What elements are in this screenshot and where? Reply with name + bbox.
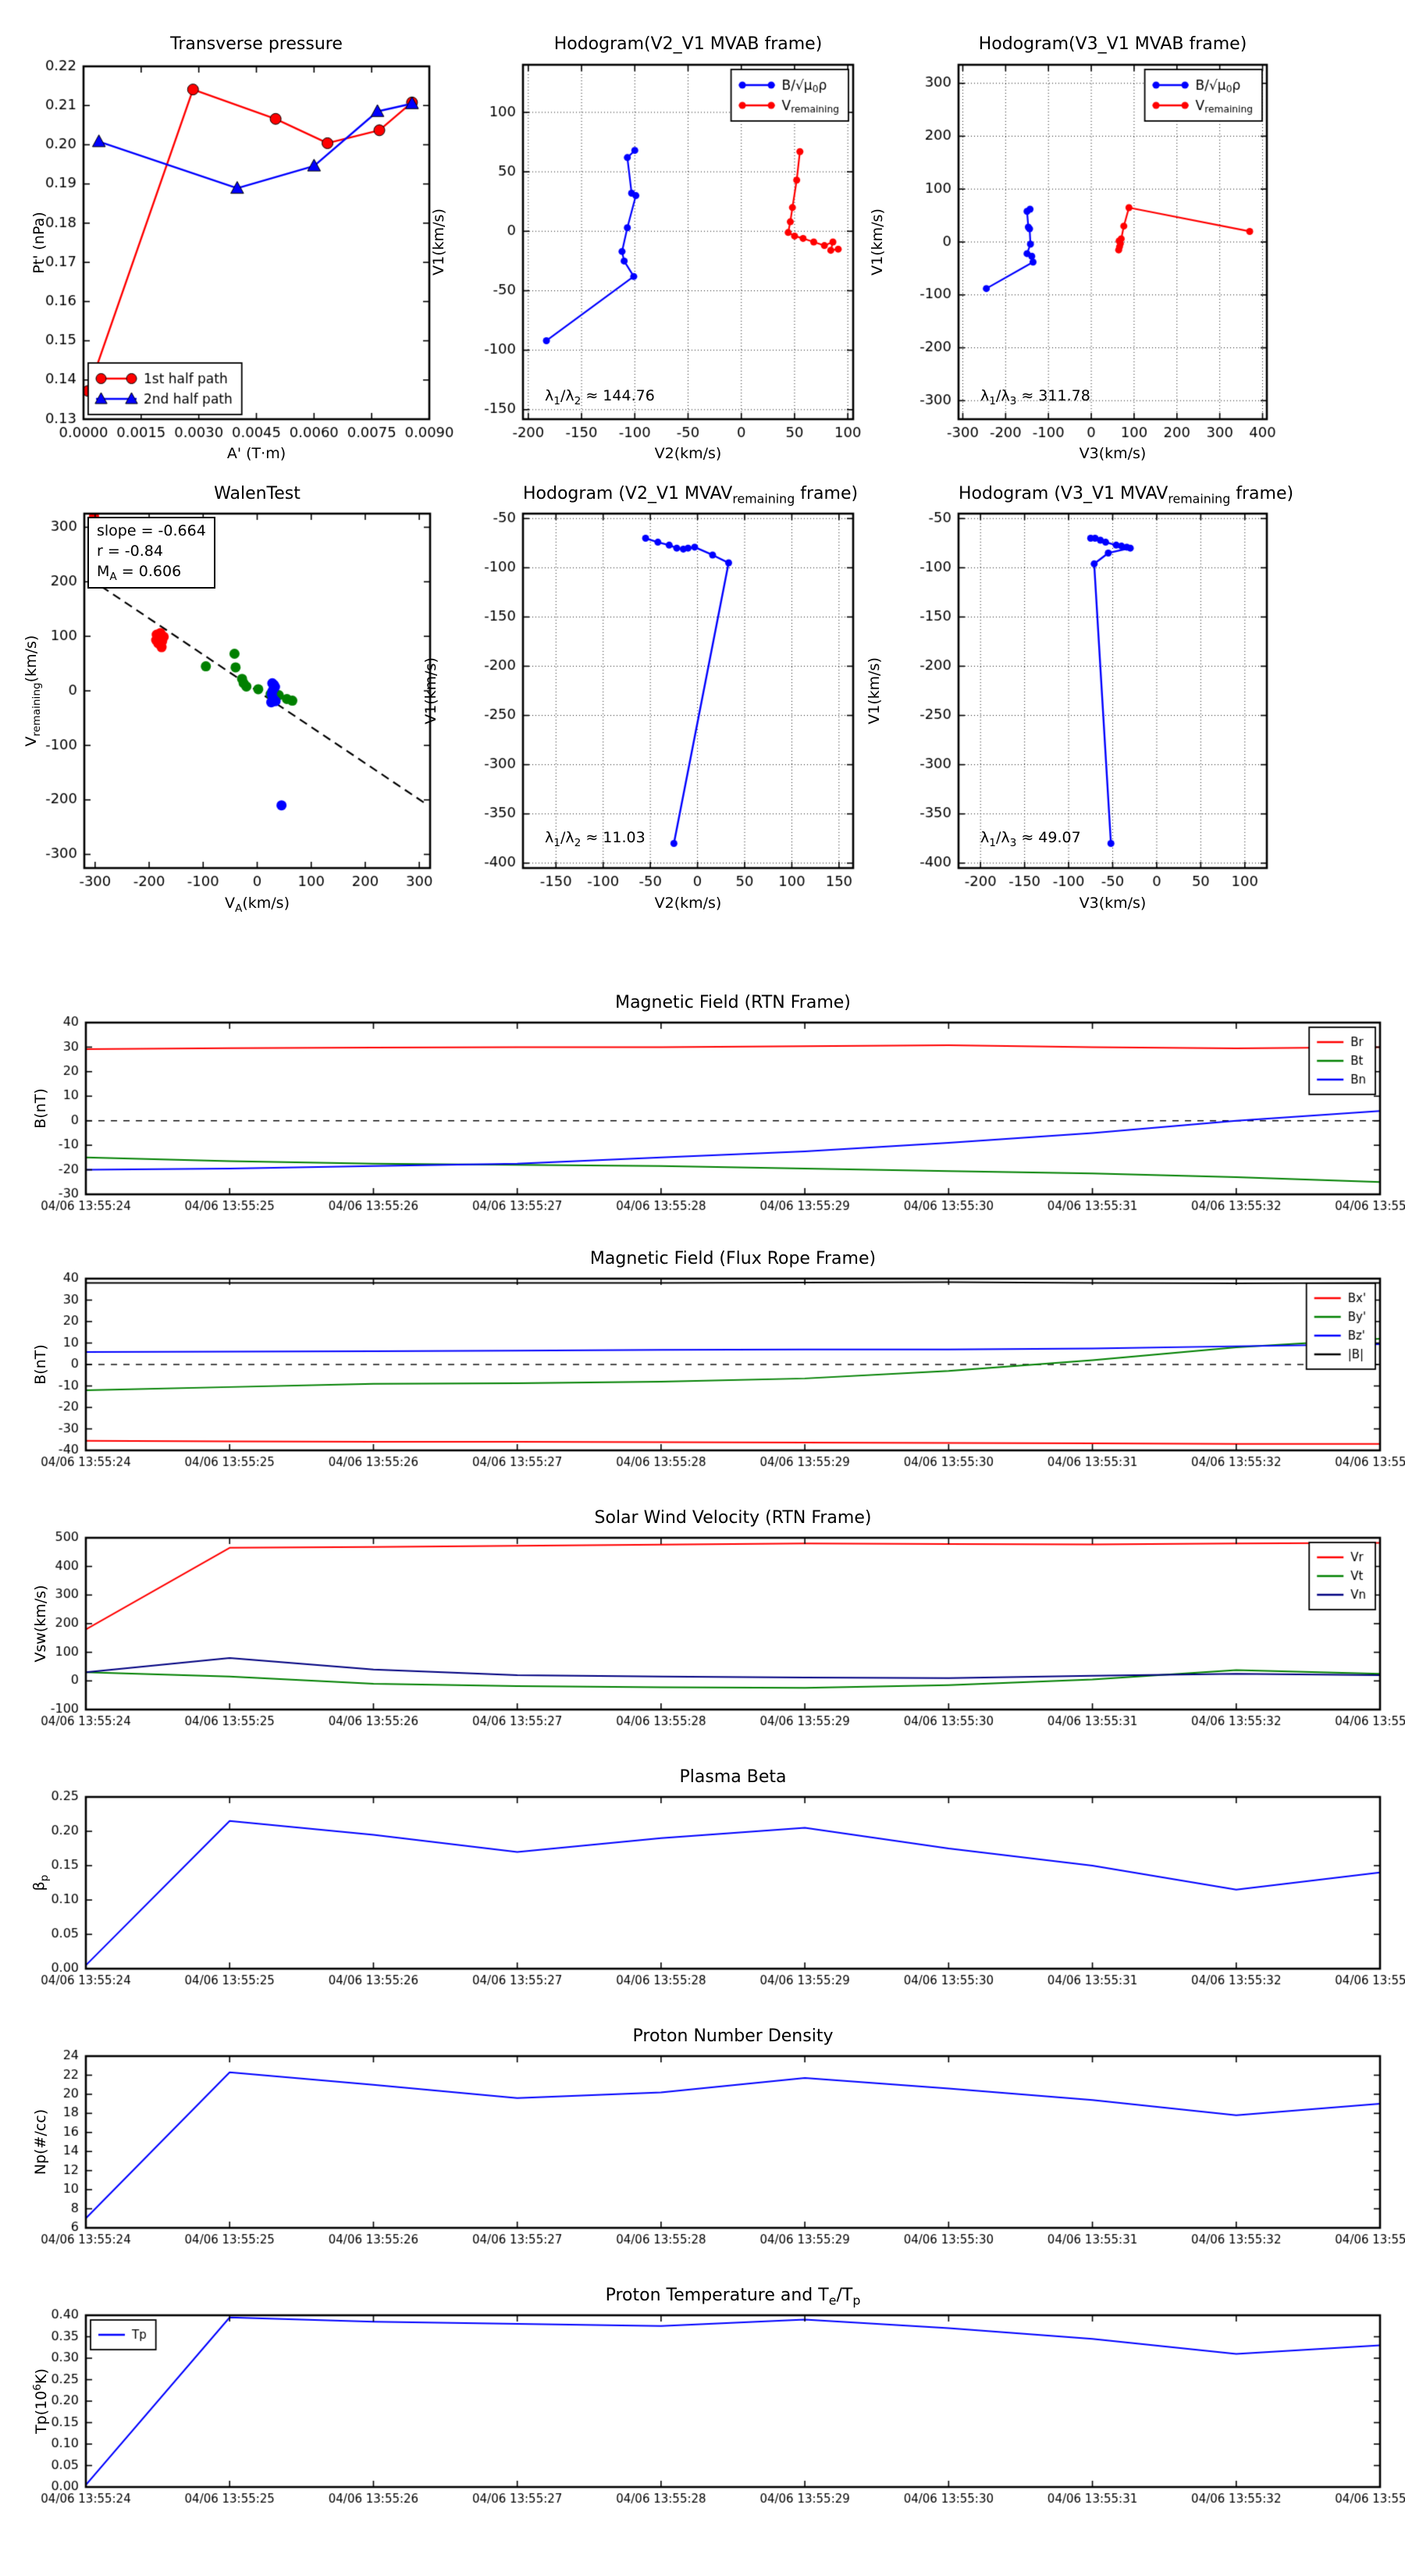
- lambda-ratio-annotation-v3v1-mvab: $\lambda_1/\lambda_3 \approx 311.78$: [980, 387, 1090, 407]
- x-axis-label-hodogram-v2v1-mvab: V2(km/s): [654, 445, 722, 462]
- walen-stats-box: [87, 517, 215, 589]
- y-axis-label-magnetic-field-rtn: B(nT): [32, 1088, 49, 1129]
- lambda-ratio-annotation-v2v1-mvab: $\lambda_1/\lambda_2 \approx 144.76$: [545, 387, 655, 407]
- chart-title-magnetic-field-flux-rope: Magnetic Field (Flux Rope Frame): [589, 1249, 877, 1268]
- x-axis-label-walen-test: $V_A(km/s)$: [225, 895, 290, 915]
- x-axis-label-hodogram-v3v1-mvab: V3(km/s): [1079, 445, 1147, 462]
- y-axis-label-hodogram-v2v1-mvav: V1(km/s): [422, 657, 439, 724]
- y-axis-label-proton-number-density: Np(#/cc): [32, 2108, 49, 2176]
- y-axis-label-plasma-beta: $\beta_p$: [30, 1874, 51, 1891]
- y-axis-label-magnetic-field-flux-rope: B(nT): [32, 1344, 49, 1385]
- chart-title-plasma-beta: Plasma Beta: [679, 1767, 787, 1787]
- chart-title-solar-wind-velocity: Solar Wind Velocity (RTN Frame): [594, 1508, 872, 1528]
- chart-title-hodogram-v2v1-mvav: Hodogram (V2_V1 $MVAV_{remaining}$ frame): [523, 484, 859, 507]
- walen-stat-ma: $M_A = 0.606$: [97, 563, 182, 584]
- y-axis-label-proton-temperature: $Tp(10^6K)$: [30, 2368, 51, 2434]
- y-axis-label-walen-test: $V_{remaining}(km/s)$: [23, 635, 43, 747]
- walen-stat-r: r = -0.84: [97, 543, 163, 560]
- chart-title-proton-number-density: Proton Number Density: [632, 2026, 834, 2046]
- y-axis-label-transverse-pressure: Pt' (nPa): [30, 212, 48, 274]
- x-axis-label-hodogram-v3v1-mvav: V3(km/s): [1079, 895, 1147, 912]
- chart-title-proton-temperature: Proton Temperature and $T_e/T_p$: [605, 2286, 861, 2308]
- x-axis-label-hodogram-v2v1-mvav: V2(km/s): [654, 895, 722, 912]
- y-axis-label-solar-wind-velocity: Vsw(km/s): [32, 1585, 49, 1663]
- lambda-ratio-annotation-v3v1-mvav: $\lambda_1/\lambda_3 \approx 49.07$: [980, 829, 1081, 849]
- y-axis-label-hodogram-v3v1-mvav: V1(km/s): [866, 657, 883, 724]
- chart-title-hodogram-v3v1-mvab: Hodogram(V3_V1 MVAB frame): [978, 34, 1247, 54]
- chart-title-transverse-pressure: Transverse pressure: [170, 34, 343, 54]
- chart-title-magnetic-field-rtn: Magnetic Field (RTN Frame): [615, 993, 851, 1012]
- chart-title-hodogram-v2v1-mvab: Hodogram(V2_V1 MVAB frame): [553, 34, 823, 54]
- y-axis-label-hodogram-v3v1-mvab: V1(km/s): [869, 208, 886, 276]
- chart-title-walen-test: WalenTest: [214, 484, 301, 503]
- y-axis-label-hodogram-v2v1-mvab: V1(km/s): [430, 208, 447, 276]
- chart-title-hodogram-v3v1-mvav: Hodogram (V3_V1 $MVAV_{remaining}$ frame): [959, 484, 1294, 507]
- x-axis-label-transverse-pressure: A' (T·m): [226, 445, 286, 462]
- lambda-ratio-annotation-v2v1-mvav: $\lambda_1/\lambda_2 \approx 11.03$: [545, 829, 646, 849]
- walen-stat-slope: slope = -0.664: [97, 522, 206, 539]
